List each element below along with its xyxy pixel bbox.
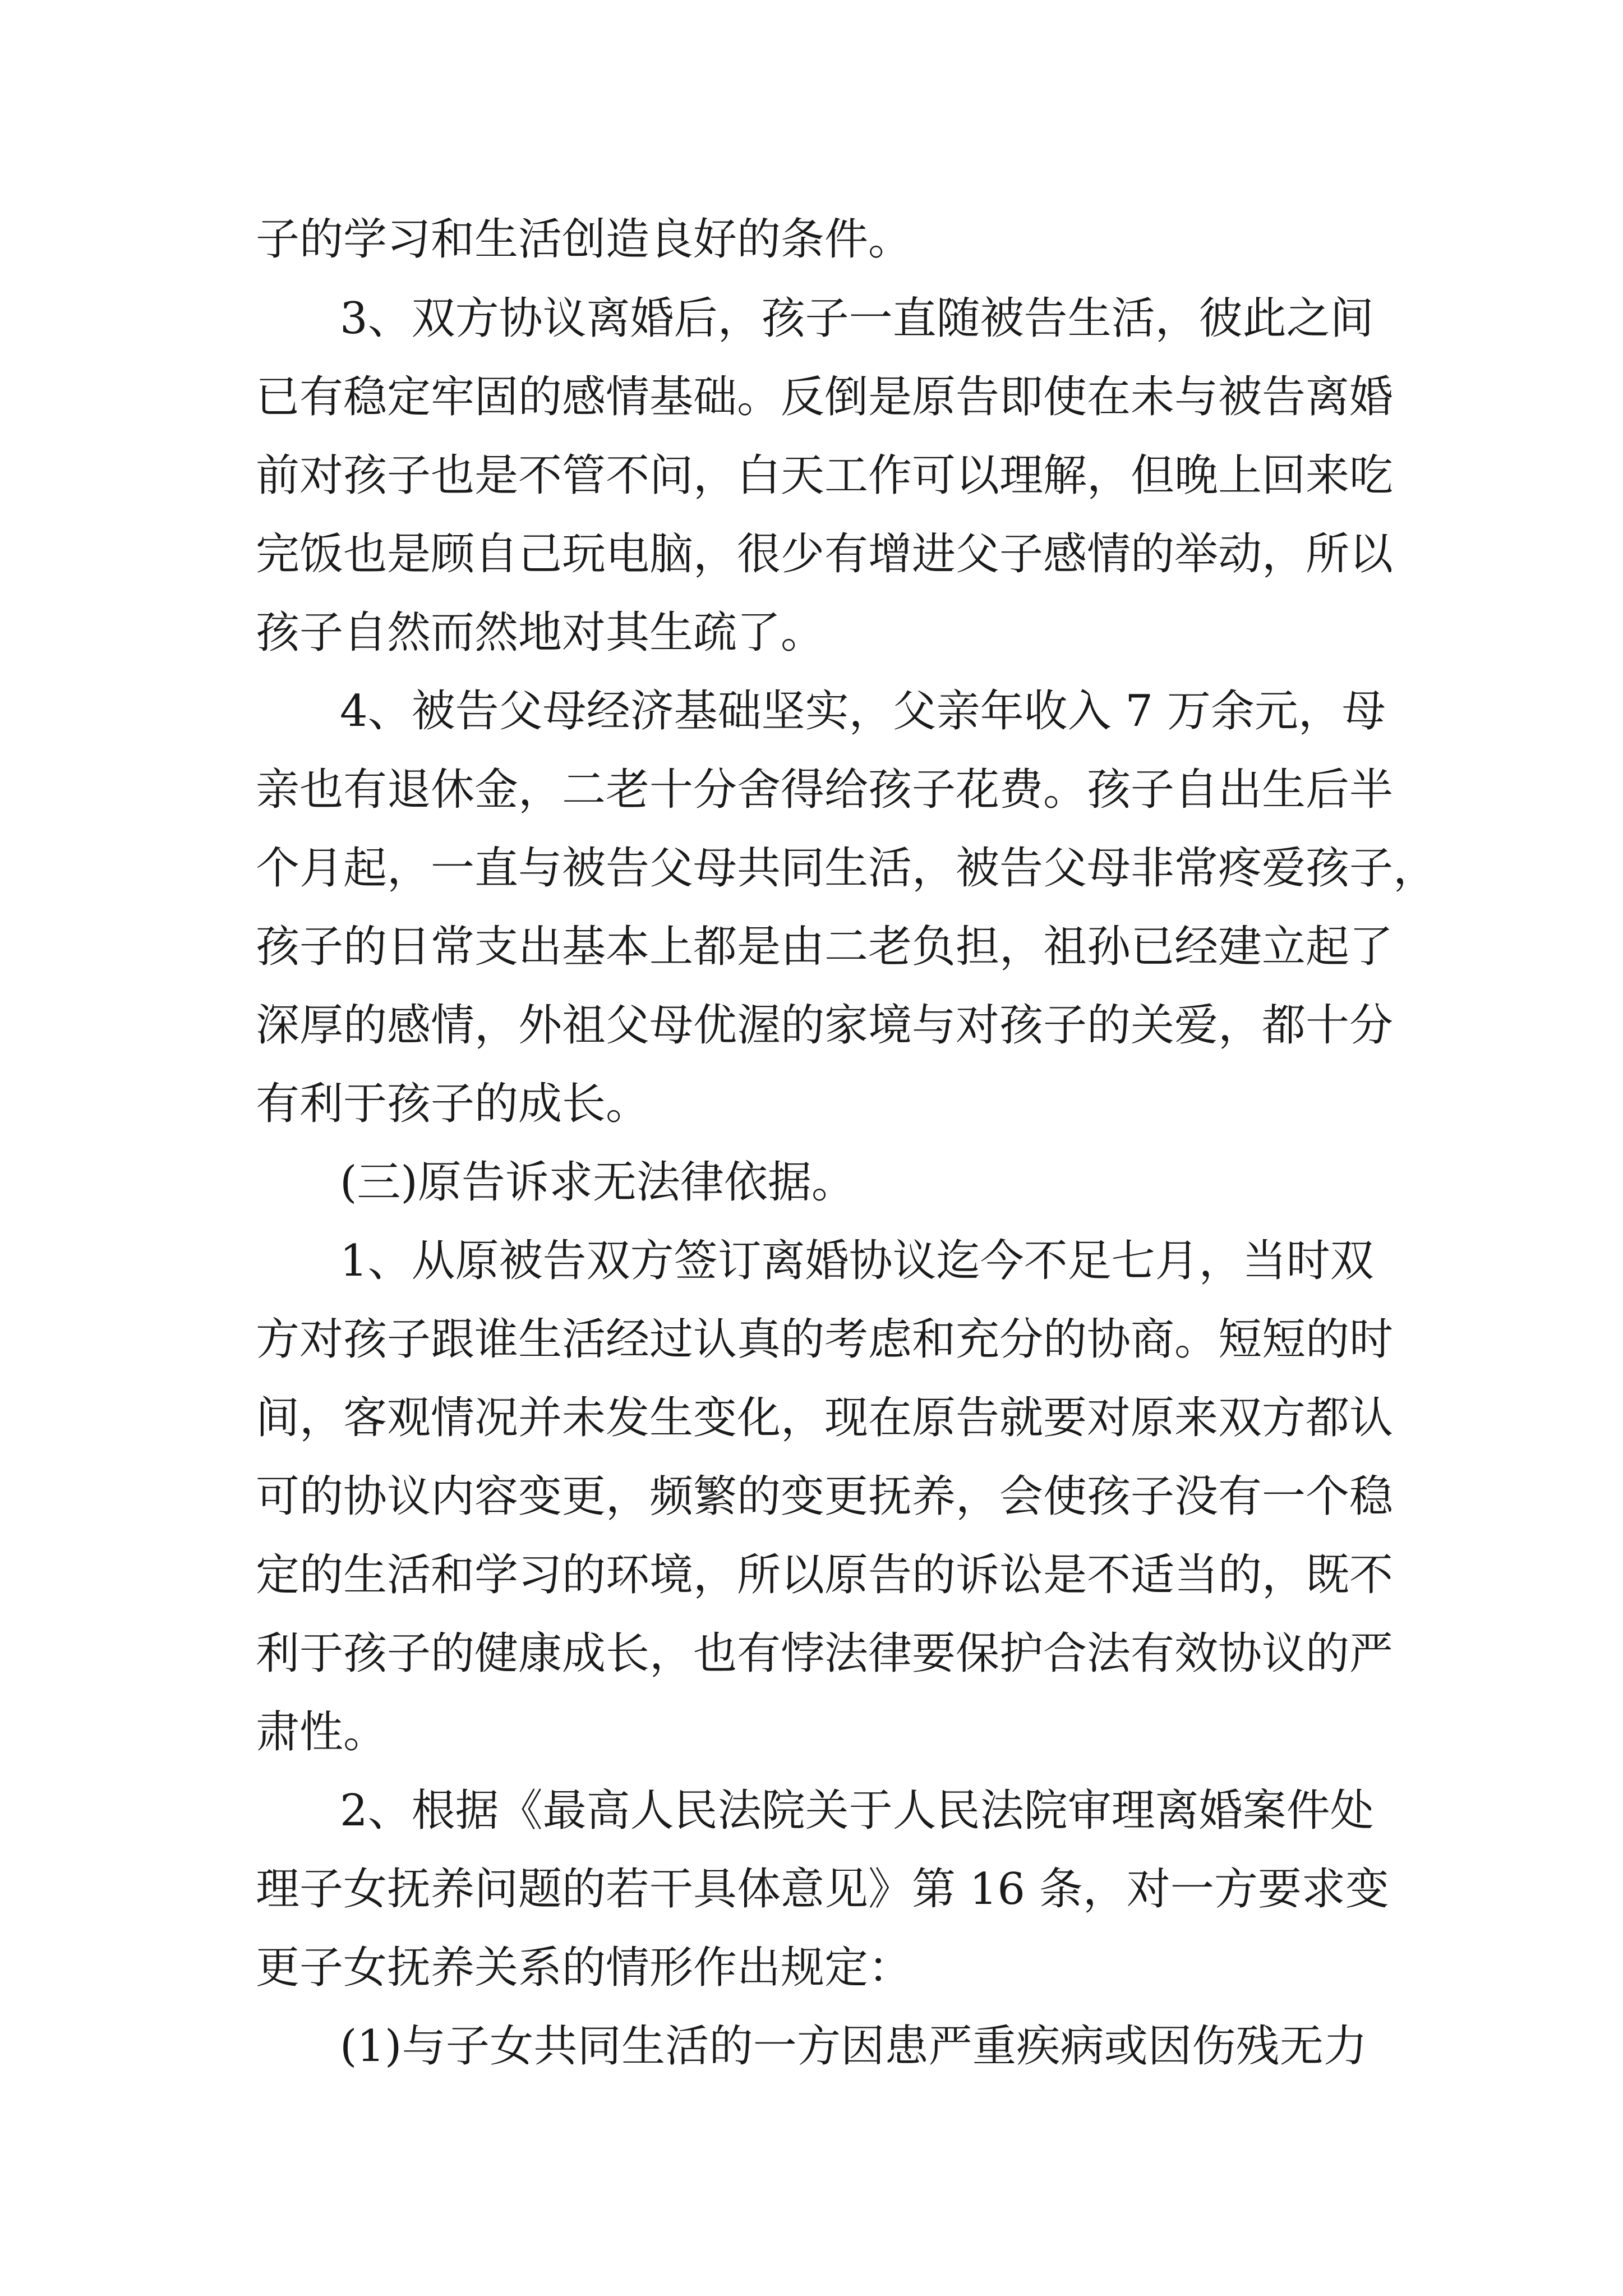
text-line: 利于孩子的健康成长，也有悖法律要保护合法有效协议的严 [256, 1628, 1394, 1679]
text-line: 理子女抚养问题的若干具体意见》第 16 条，对一方要求变 [256, 1864, 1389, 1915]
text-line: 子的学习和生活创造良好的条件。 [256, 214, 912, 265]
text-line: 2、根据《最高人民法院关于人民法院审理离婚案件处 [340, 1786, 1374, 1836]
text-line: 深厚的感情，外祖父母优渥的家境与对孩子的关爱，都十分 [256, 1000, 1394, 1051]
text-line: 亲也有退休金，二老十分舍得给孩子花费。孩子自出生后半 [256, 765, 1394, 815]
text-line: 更子女抚养关系的情形作出规定： [256, 1943, 912, 1993]
text-line: 已有稳定牢固的感情基础。反倒是原告即使在未与被告离婚 [256, 372, 1394, 422]
text-line: 孩子的日常支出基本上都是由二老负担，祖孙已经建立起了 [256, 922, 1394, 972]
text-line: 完饭也是顾自己玩电脑，很少有增进父子感情的举动，所以 [256, 529, 1394, 579]
section-heading: (三)原告诉求无法律依据。 [340, 1157, 855, 1208]
text-line: 可的协议内容变更，频繁的变更抚养，会使孩子没有一个稳 [256, 1471, 1394, 1522]
text-line: 定的生活和学习的环境，所以原告的诉讼是不适当的，既不 [256, 1550, 1394, 1600]
text-line: 方对孩子跟谁生活经过认真的考虑和充分的协商。短短的时 [256, 1314, 1394, 1365]
text-line: 1、从原被告双方签订离婚协议迄今不足七月，当时双 [340, 1236, 1374, 1286]
text-line: (1)与子女共同生活的一方因患严重疾病或因伤残无力 [340, 2021, 1367, 2072]
text-line: 4、被告父母经济基础坚实，父亲年收入 7 万余元，母 [340, 686, 1386, 737]
text-line: 3、双方协议离婚后，孩子一直随被告生活，彼此之间 [340, 293, 1374, 344]
text-line: 有利于孩子的成长。 [256, 1079, 650, 1129]
text-line: 孩子自然而然地对其生疏了。 [256, 608, 825, 658]
text-line: 个月起，一直与被告父母共同生活，被告父母非常疼爱孩子， [256, 843, 1437, 894]
text-line: 间，客观情况并未发生变化，现在原告就要对原来双方都认 [256, 1393, 1394, 1443]
text-line: 肃性。 [256, 1707, 388, 1757]
text-line: 前对孩子也是不管不问，白天工作可以理解，但晚上回来吃 [256, 450, 1394, 501]
